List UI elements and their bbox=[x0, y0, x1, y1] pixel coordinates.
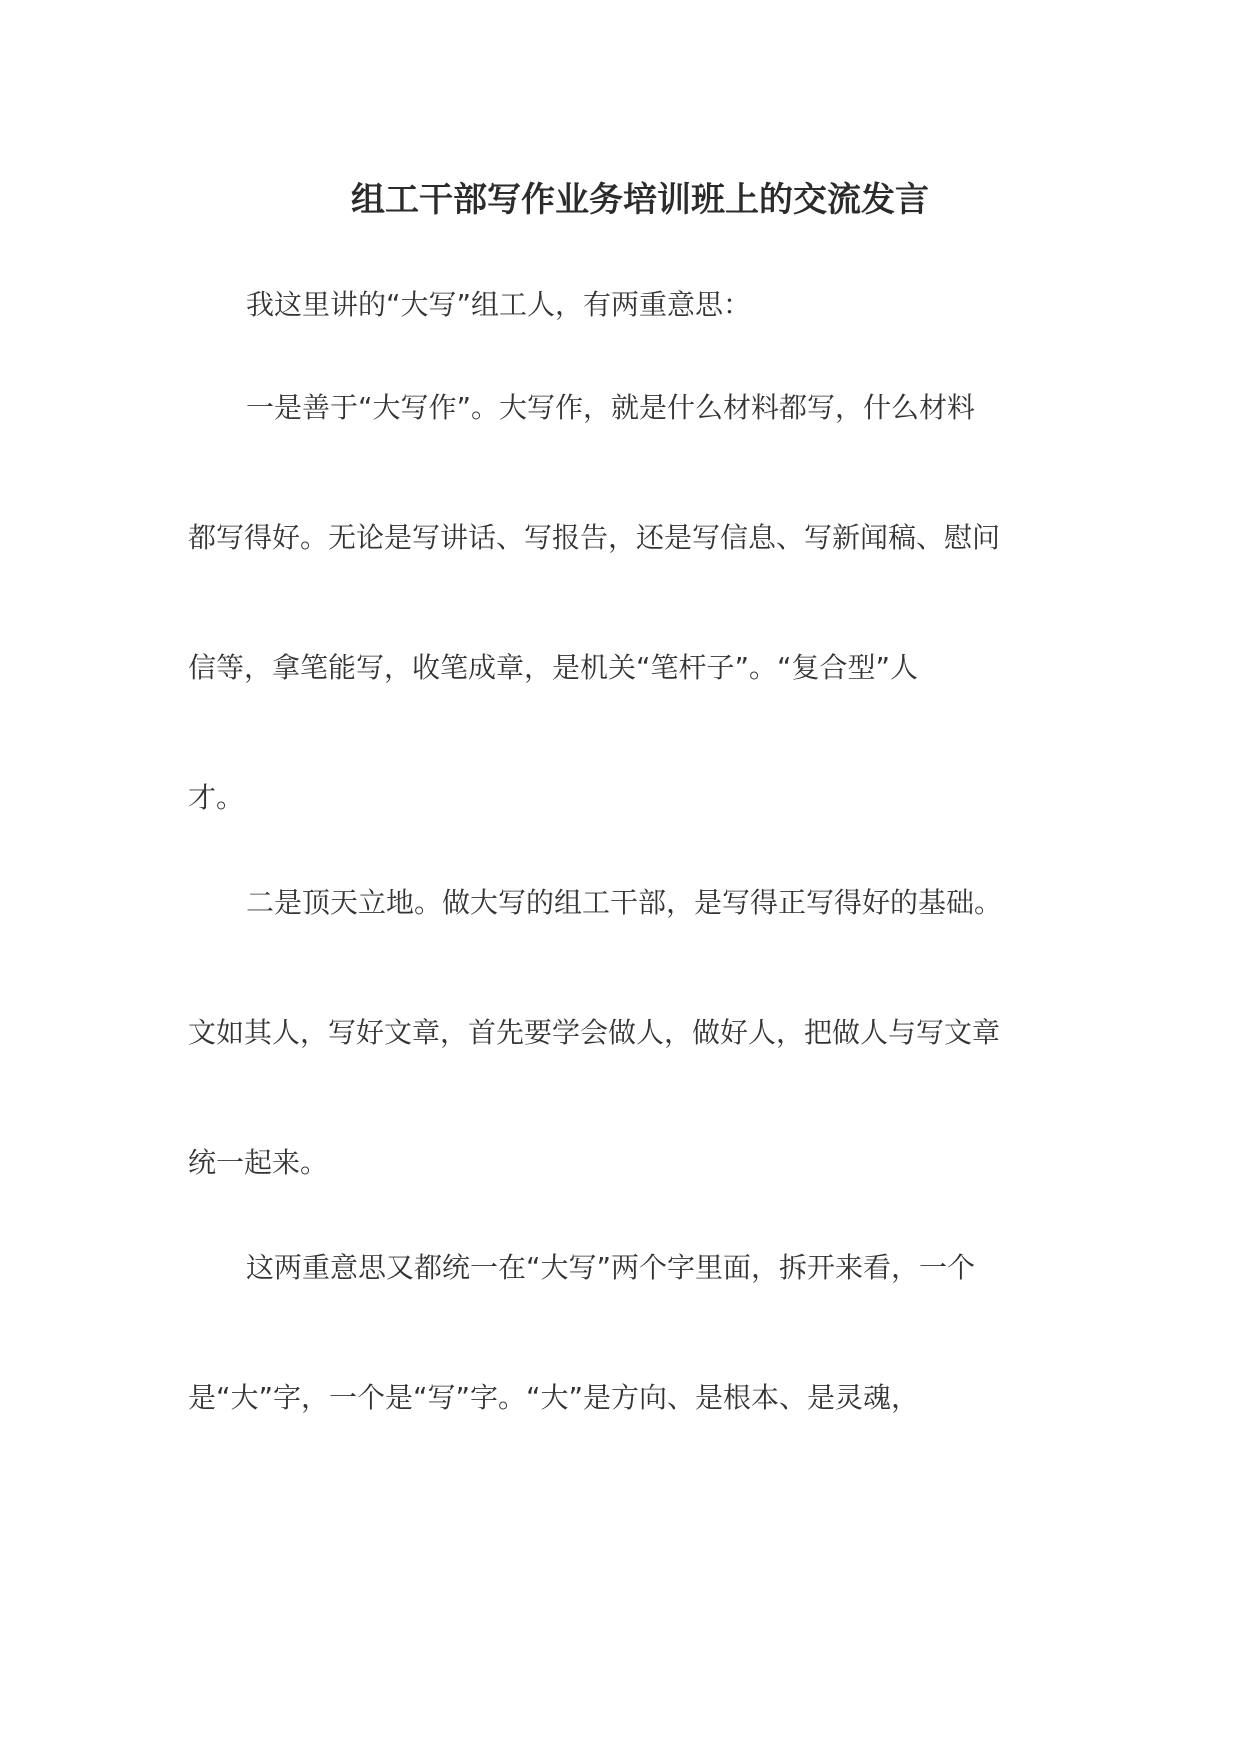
paragraph-line-9: 这两重意思又都统一在“大写”两个字里面，拆开来看，一个 bbox=[246, 1251, 976, 1284]
paragraph-line-10: 是“大”字，一个是“写”字。“大”是方向、是根本、是灵魂， bbox=[188, 1381, 920, 1414]
paragraph-line-8: 统一起来。 bbox=[188, 1146, 329, 1179]
paragraph-line-5: 才。 bbox=[188, 781, 245, 814]
document-title: 组工干部写作业务培训班上的交流发言 bbox=[351, 180, 929, 220]
paragraph-line-6: 二是顶天立地。做大写的组工干部，是写得正写得好的基础。 bbox=[246, 886, 1003, 919]
paragraph-line-4: 信等，拿笔能写，收笔成章，是机关“笔杆子”。“复合型”人 bbox=[188, 651, 919, 684]
paragraph-line-3: 都写得好。无论是写讲话、写报告，还是写信息、写新闻稿、慰问 bbox=[188, 521, 1001, 554]
paragraph-line-7: 文如其人，写好文章，首先要学会做人，做好人，把做人与写文章 bbox=[188, 1016, 1001, 1049]
paragraph-line-1: 我这里讲的“大写”组工人，有两重意思： bbox=[246, 288, 752, 321]
paragraph-line-2: 一是善于“大写作”。大写作，就是什么材料都写，什么材料 bbox=[246, 391, 976, 424]
